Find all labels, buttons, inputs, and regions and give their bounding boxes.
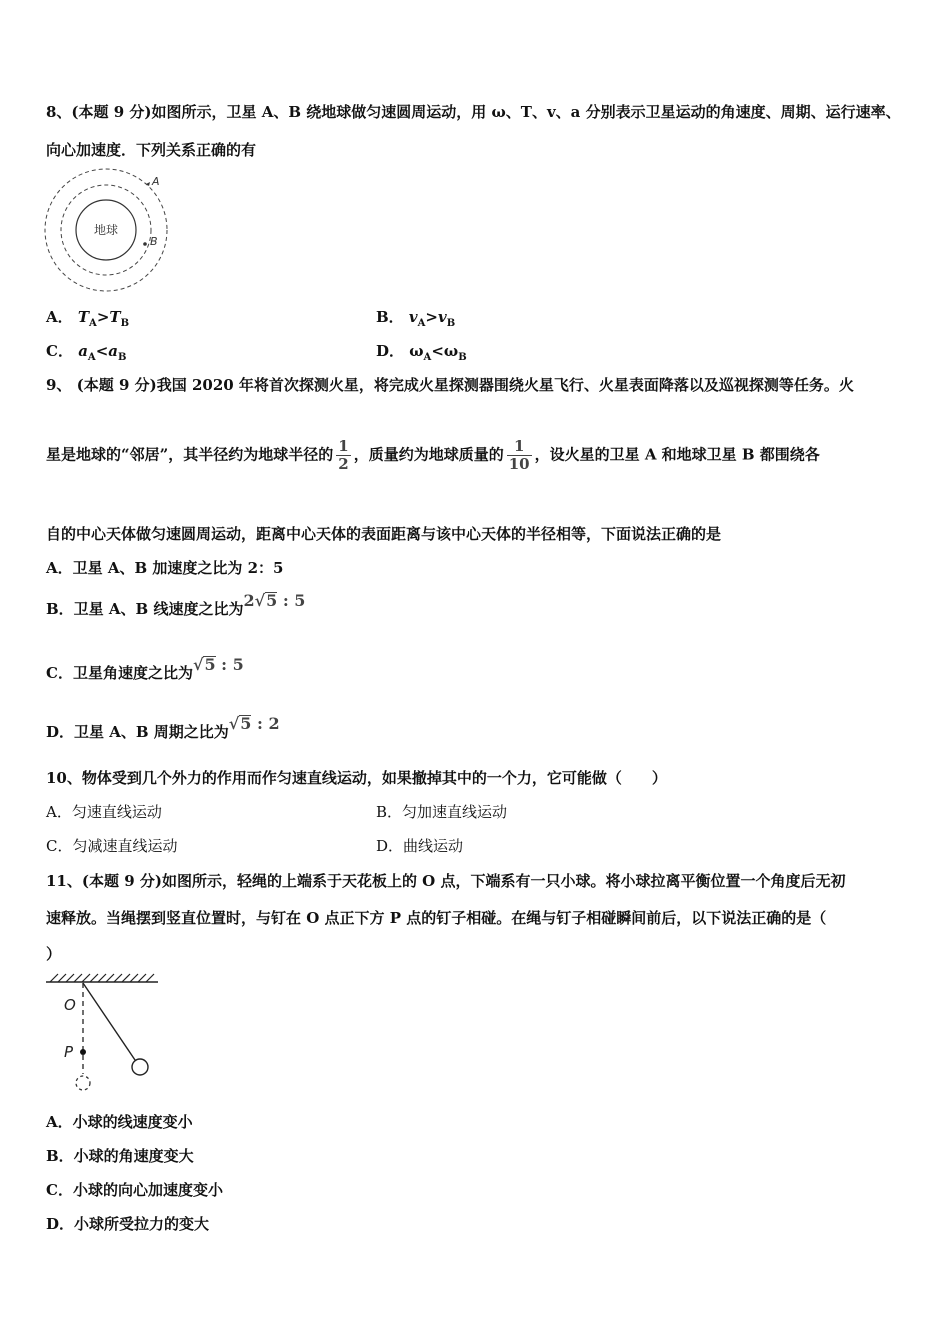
satellite-b-label: B bbox=[150, 235, 158, 248]
radicand: 5 bbox=[266, 591, 278, 610]
relation: < bbox=[95, 342, 109, 360]
symbol-t: T bbox=[109, 308, 121, 326]
q10-option-c: C．匀减速直线运动 bbox=[46, 837, 178, 855]
q8-option-a bbox=[46, 306, 129, 335]
math-expression: 2√5 : 5 bbox=[243, 591, 306, 610]
symbol-a: a bbox=[78, 342, 88, 360]
math-expression: √5 : 5 bbox=[192, 655, 244, 674]
subscript-a: A bbox=[417, 318, 426, 329]
ratio-rest: : 5 bbox=[215, 655, 244, 674]
math-expression: √5 : 2 bbox=[228, 714, 280, 733]
symbol-v: v bbox=[408, 308, 418, 326]
symbol-omega: ω bbox=[443, 342, 459, 360]
option-letter: B． bbox=[376, 308, 404, 326]
fraction-one-half bbox=[336, 438, 350, 473]
ratio-rest: : 5 bbox=[277, 591, 306, 610]
q10-option-b: B．匀加速直线运动 bbox=[376, 803, 508, 821]
option-text: B．卫星 A、B 线速度之比为 bbox=[46, 600, 244, 618]
q9-stem-line2 bbox=[46, 438, 820, 473]
q9-option-d bbox=[46, 714, 280, 743]
pendulum-figure bbox=[40, 970, 162, 1094]
option-letter: A． bbox=[46, 308, 73, 326]
coefficient: 2 bbox=[243, 591, 255, 610]
satellite-a-label: A bbox=[152, 175, 160, 188]
q11-option-c: C．小球的向心加速度变小 bbox=[46, 1181, 223, 1199]
q11-option-d: D．小球所受拉力的变大 bbox=[46, 1215, 210, 1233]
point-o-label: O bbox=[64, 996, 76, 1014]
q9-stem-line1: 9、 (本题 9 分)我国 2020 年将首次探测火星，将完成火星探测器围绕火星飞行、火星表面降落以及巡视探测等任务。火 bbox=[46, 376, 854, 394]
q8-option-d bbox=[376, 340, 467, 369]
subscript-a: A bbox=[87, 352, 96, 363]
q9-text-part2: ，质量约为地球质量的 bbox=[353, 445, 504, 464]
option-text: C．卫星角速度之比为 bbox=[46, 664, 193, 682]
q11-option-b: B．小球的角速度变大 bbox=[46, 1147, 194, 1165]
symbol-omega: ω bbox=[409, 342, 424, 360]
satellite-b-dot bbox=[143, 242, 147, 246]
fraction-numerator: 1 bbox=[513, 437, 525, 455]
radicand: 5 bbox=[240, 714, 252, 733]
option-text: D．卫星 A、B 周期之比为 bbox=[46, 723, 229, 741]
subscript-b: B bbox=[118, 352, 127, 363]
rope bbox=[83, 983, 135, 1060]
q11-stem-line1: 11、(本题 9 分)如图所示，轻绳的上端系于天花板上的 O 点，下端系有一只小球。将小球拉离平衡位置一个角度后无初 bbox=[46, 872, 846, 890]
q8-stem-line1: 8、(本题 9 分)如图所示，卫星 A、B 绕地球做匀速圆周运动，用 ω、T、v、a 分别表示卫星运动的角速度、周期、运行速率、 bbox=[46, 103, 901, 121]
q8-option-b bbox=[376, 306, 455, 335]
q9-text-part1: 星是地球的“邻居”，其半径约为地球半径的 bbox=[46, 445, 334, 464]
option-letter: C． bbox=[46, 342, 73, 360]
q8-stem-line2: 向心加速度．下列关系正确的有 bbox=[46, 141, 257, 159]
q10-stem: 10、物体受到几个外力的作用而作匀速直线运动，如果撤掉其中的一个力，它可能做（ ） bbox=[46, 769, 667, 787]
q10-option-d: D．曲线运动 bbox=[376, 837, 464, 855]
subscript-b: B bbox=[458, 352, 467, 363]
ratio-rest: : 2 bbox=[251, 714, 280, 733]
q9-option-c bbox=[46, 655, 244, 684]
ball-lowest-position bbox=[76, 1076, 90, 1090]
ceiling-hatching bbox=[50, 974, 154, 982]
q10-option-a: A．匀速直线运动 bbox=[46, 803, 162, 821]
satellite-orbit-figure bbox=[40, 166, 176, 296]
fraction-denominator: 10 bbox=[508, 455, 530, 473]
q11-stem-line3: ） bbox=[46, 945, 62, 963]
subscript-a: A bbox=[89, 318, 97, 329]
point-p-label: P bbox=[64, 1043, 74, 1061]
subscript-a: A bbox=[423, 352, 432, 363]
subscript-b: B bbox=[120, 318, 130, 329]
subscript-b: B bbox=[446, 318, 456, 329]
symbol-v: v bbox=[437, 308, 447, 326]
relation: > bbox=[96, 308, 110, 326]
earth-label: 地球 bbox=[93, 223, 119, 237]
ball bbox=[132, 1059, 148, 1075]
relation: < bbox=[431, 342, 444, 360]
fraction-denominator: 2 bbox=[338, 455, 349, 473]
fraction-numerator: 1 bbox=[338, 437, 349, 455]
q11-option-a: A．小球的线速度变小 bbox=[46, 1113, 193, 1131]
radicand: 5 bbox=[204, 655, 216, 674]
symbol-t: T bbox=[77, 308, 90, 326]
nail-p bbox=[80, 1049, 86, 1055]
symbol-a: a bbox=[108, 342, 118, 360]
q9-option-a: A．卫星 A、B 加速度之比为 2：5 bbox=[46, 559, 284, 577]
q9-option-b bbox=[46, 591, 306, 620]
q9-text-part3: ，设火星的卫星 A 和地球卫星 B 都围绕各 bbox=[534, 445, 820, 464]
fraction-one-tenth bbox=[507, 438, 532, 473]
q9-stem-line3: 自的中心天体做匀速圆周运动，距离中心天体的表面距离与该中心天体的半径相等，下面说法正确的是 bbox=[46, 525, 722, 543]
q11-stem-line2: 速释放。当绳摆到竖直位置时，与钉在 O 点正下方 P 点的钉子相碰。在绳与钉子相碰瞬间前后，以下说法正确的是（ bbox=[46, 909, 827, 927]
option-letter: D． bbox=[376, 342, 405, 360]
q8-option-c bbox=[46, 340, 126, 369]
relation: > bbox=[425, 308, 438, 326]
